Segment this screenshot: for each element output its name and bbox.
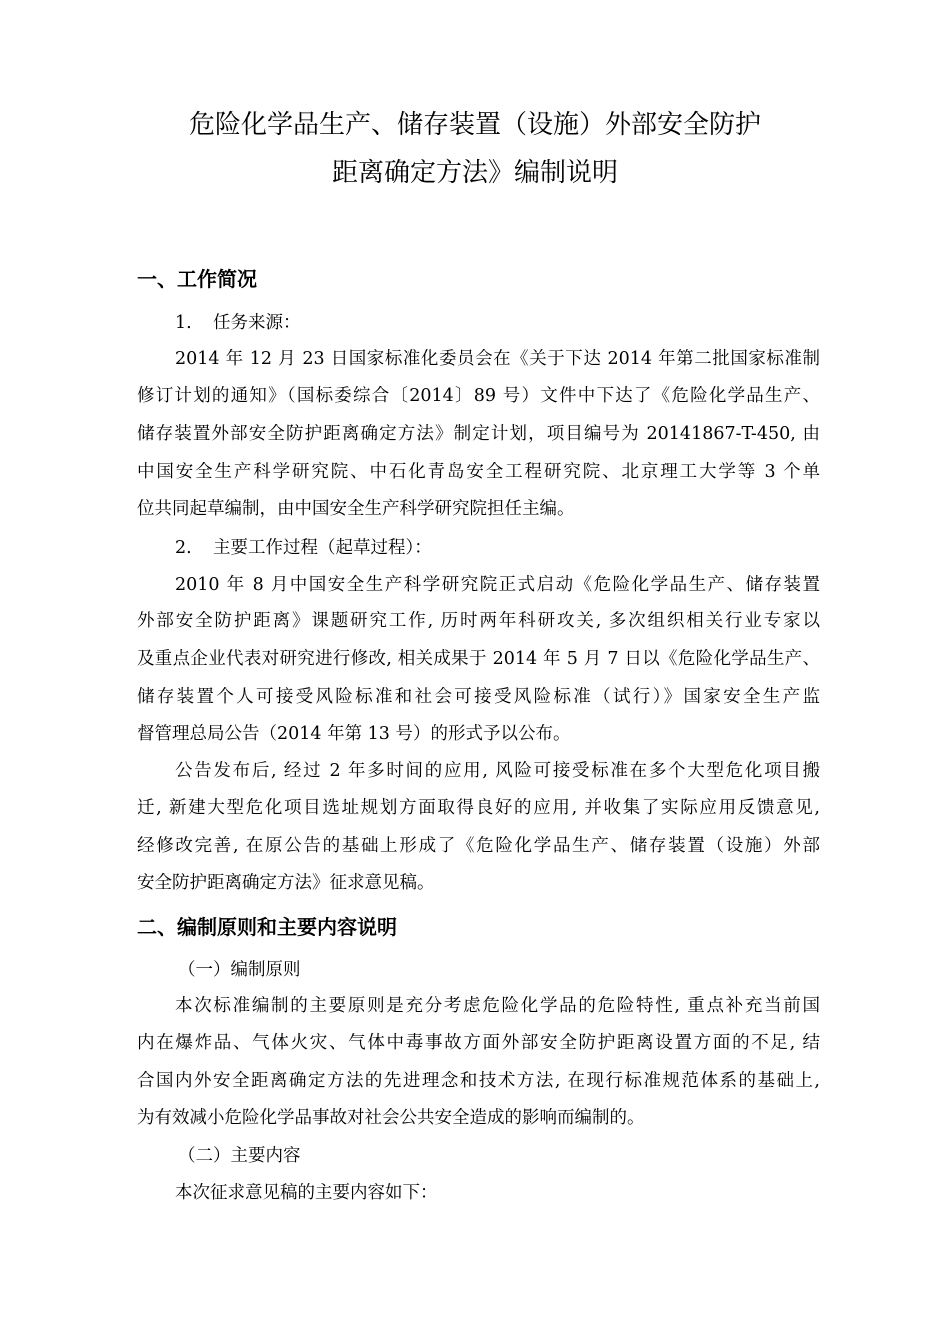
paragraph-line: 2010 年 8 月中国安全生产科学研究院正式启动《危险化学品生产、储存装置	[175, 575, 820, 595]
paragraph-line: 外部安全防护距离》课题研究工作, 历时两年科研攻关, 多次组织相关行业专家以	[137, 611, 820, 631]
paragraph-line: 储存装置外部安全防护距离确定方法》制定计划，项目编号为 20141867-T-450, 由	[137, 424, 820, 444]
paragraph-line: 本次标准编制的主要原则是充分考虑危险化学品的危险特性, 重点补充当前国	[175, 996, 820, 1016]
paragraph-line: 内在爆炸品、气体火灾、气体中毒事故方面外部安全防护距离设置方面的不足, 结	[137, 1033, 820, 1053]
subsection-heading-main-content: （二）主要内容	[178, 1146, 301, 1166]
list-item-label: 主要工作过程（起草过程）：	[213, 538, 432, 558]
paragraph-line: 安全防护距离确定方法》征求意见稿。	[137, 873, 435, 893]
list-item-task-source	[175, 311, 301, 335]
document-title-line-1: 危险化学品生产、储存装置（设施）外部安全防护	[188, 110, 761, 140]
paragraph-line: 迁, 新建大型危化项目选址规划方面取得良好的应用, 并收集了实际应用反馈意见,	[137, 798, 820, 818]
paragraph-line: 2014 年 12 月 23 日国家标准化委员会在《关于下达 2014 年第二批国家标准制	[175, 349, 820, 369]
list-number: 2.	[175, 538, 192, 558]
list-number: 1.	[175, 313, 192, 333]
list-item-work-process	[175, 536, 432, 560]
paragraph-line: 中国安全生产科学研究院、中石化青岛安全工程研究院、北京理工大学等 3 个单	[137, 462, 820, 482]
paragraph-line: 督管理总局公告（2014 年第 13 号）的形式予以公布。	[137, 724, 571, 744]
subsection-heading-principles: （一）编制原则	[178, 960, 301, 980]
section-heading-work-overview: 一、工作简况	[137, 267, 257, 291]
paragraph-line: 本次征求意见稿的主要内容如下：	[175, 1183, 438, 1203]
paragraph-line: 经修改完善, 在原公告的基础上形成了《危险化学品生产、储存装置（设施）外部	[137, 836, 820, 856]
paragraph-line: 合国内外安全距离确定方法的先进理念和技术方法, 在现行标准规范体系的基础上,	[137, 1071, 820, 1091]
document-title-line-2: 距离确定方法》编制说明	[331, 158, 618, 188]
paragraph-line: 为有效减小危险化学品事故对社会公共安全造成的影响而编制的。	[137, 1108, 645, 1128]
paragraph-line: 位共同起草编制，由中国安全生产科学研究院担任主编。	[137, 499, 575, 519]
list-item-label: 任务来源：	[213, 313, 301, 333]
section-heading-principles-content: 二、编制原则和主要内容说明	[137, 915, 397, 939]
paragraph-line: 及重点企业代表对研究进行修改, 相关成果于 2014 年 5 月 7 日以《危险化学品生产、	[137, 649, 820, 669]
paragraph-line: 储存装置个人可接受风险标准和社会可接受风险标准（试行）》国家安全生产监	[137, 687, 820, 707]
paragraph-line: 公告发布后, 经过 2 年多时间的应用, 风险可接受标准在多个大型危化项目搬	[175, 761, 820, 781]
paragraph-line: 修订计划的通知》（国标委综合〔2014〕89 号）文件中下达了《危险化学品生产、	[137, 386, 820, 406]
